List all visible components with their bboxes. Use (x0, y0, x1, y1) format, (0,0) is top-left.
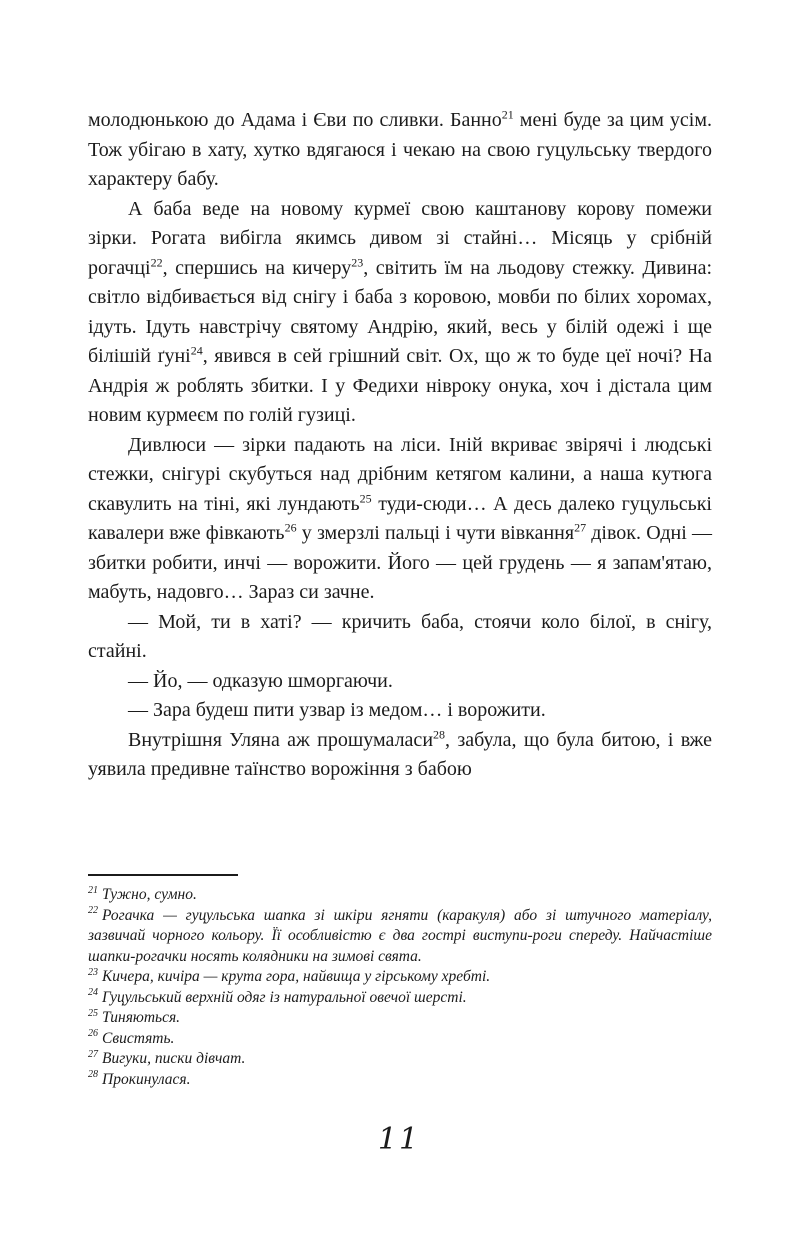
main-text (88, 106, 712, 785)
footnote-number: 23 (88, 966, 98, 978)
footnote-number: 28 (88, 1069, 98, 1081)
page-number: 11 (377, 1122, 421, 1157)
footnote: $^{24}$ Гуцульський верхній одяг із натуральної овечої шерсті. (88, 987, 467, 1006)
footnote: $^{21}$ Тужно, сумно. (88, 884, 197, 903)
footnote-reference: 25 (359, 490, 372, 505)
footnote-list (88, 885, 712, 1090)
paragraph: Внутрішня Уляна аж прошумаласи$^{28}$, забула, що була битою, і вже уявила предивне таїнство ворожіння з бабою (88, 726, 712, 780)
paragraph: — Мой, ти в хаті? — кричить баба, стоячи коло білої, в снігу, стайні. (88, 610, 712, 662)
footnote: $^{25}$ Тиняються. (88, 1007, 181, 1026)
footnote-reference: 28 (433, 726, 446, 741)
footnote-number: 24 (88, 987, 98, 999)
footnote-reference: 26 (284, 520, 297, 535)
footnote: $^{23}$ Кичера, кичіра — крута гора, найвища у гірському хребті. (88, 966, 491, 985)
paragraph: А баба веде на новому курмеї свою каштанову корову помежи зірки. Рогата вибігла якимсь дивом зі стайні… Місяць у срібній рогачці$^{22}$, спершись на кичеру$^{23}$, світить їм на льодову стежку. Дивина: світло відбивається від снігу і баба з коровою, мовби по білих хоромах, ідуть. Ідуть навстрічу святому Андрію, який, весь у білій одежі і ще білішій ґуні$^{24}$, явився в сей грішний світ. Ох, що ж то буде цеї ночі? На Андрія ж роблять збитки. І у Федихи нівроку онука, хоч і дістала цим новим курмеєм по голій гузиці. (88, 197, 713, 426)
paragraph: Дивлюси — зірки падають на ліси. Іній вкриває звірячі і людські стежки, снігурі скубуться над дрібним кетягом калини, а наша кутюга скавулить на тіні, які лундають$^{25}$ туди-сюди… А десь далеко гуцульські кавалери вже фівкають$^{26}$ у змерзлі пальці і чути вівкання$^{27}$ дівок. Одні — збитки робити, инчі — ворожити. Його — цей грудень — я запам'ятаю, мабуть, надовго… Зараз си зачне. (88, 433, 713, 603)
paragraph: — Йо, — одказую шморгаючи. (128, 669, 393, 692)
footnote-reference: 23 (351, 254, 364, 269)
paragraph: — Зара будеш пити узвар із медом… і ворожити. (128, 699, 546, 721)
footnote-number: 27 (88, 1048, 98, 1060)
footnote-separator (88, 874, 238, 876)
footnote: $^{28}$ Прокинулася. (88, 1069, 191, 1088)
footnote-number: 22 (88, 905, 98, 917)
footnote-reference: 21 (501, 107, 514, 122)
footnote: $^{26}$ Свистять. (88, 1028, 175, 1047)
footnote-area (88, 874, 712, 1090)
footnote: $^{22}$ Рогачка — гуцульська шапка зі шкіри ягняти (каракуля) або зі штучного матеріалу, зазвичай чорного кольору. Її особливістю є два гострі виступи-роги спереду. Найчастіше шапки-рогачки носять колядники на зимові свята. (88, 905, 712, 965)
body-text (88, 106, 712, 785)
footnote-number: 26 (88, 1028, 98, 1040)
footnote-reference: 22 (150, 254, 163, 269)
footnote-reference: 24 (190, 343, 203, 358)
footnote-number: 25 (88, 1007, 98, 1019)
footnote-number: 21 (88, 884, 98, 896)
footnote: $^{27}$ Вигуки, писки дівчат. (88, 1048, 246, 1067)
footnote-reference: 27 (574, 520, 587, 535)
paragraph: молодюнькою до Адама і Єви по сливки. Банно$^{21}$ мені буде за цим усім. Тож убігаю в хату, хутко вдягаюся і чекаю на свою гуцульську твердого характеру бабу. (88, 107, 713, 190)
